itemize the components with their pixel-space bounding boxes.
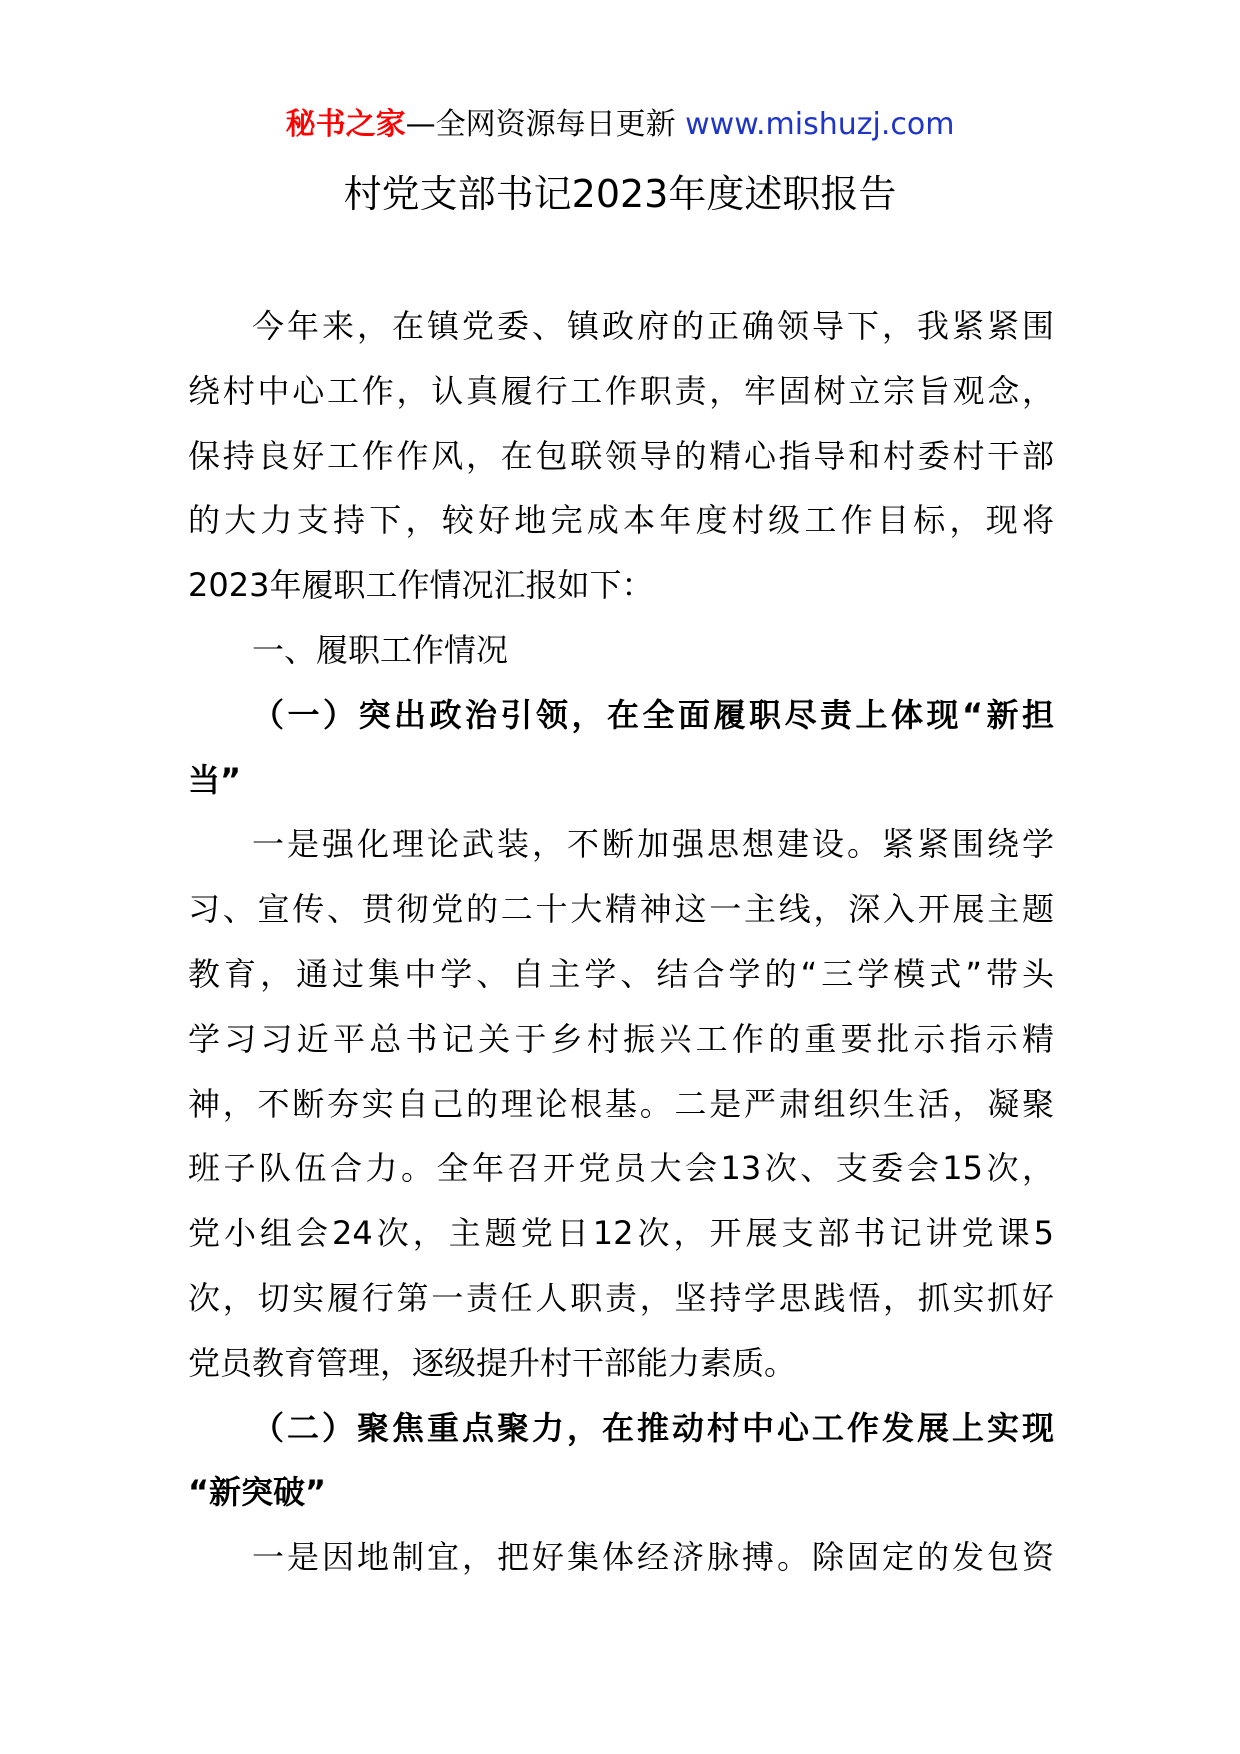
site-url[interactable]: www.mishuzj.com (685, 107, 955, 142)
paragraph-line: 绕村中心工作，认真履行工作职责，牢固树立宗旨观念， (188, 371, 1054, 410)
paragraph-line: 的大力支持下，较好地完成本年度村级工作目标，现将 (188, 501, 1054, 540)
document-title: 村党支部书记2023年度述职报告 (343, 172, 897, 216)
paragraph-line: 班子队伍合力。全年召开党员大会13次、支委会15次， (188, 1149, 1054, 1188)
paragraph-line: 习、宣传、贯彻党的二十大精神这一主线，深入开展主题 (188, 890, 1054, 929)
paragraph-line: 次，切实履行第一责任人职责，坚持学思践悟，抓实抓好 (188, 1278, 1054, 1317)
site-tagline: —全网资源每日更新 (405, 107, 686, 142)
paragraph-line: 保持良好工作作风，在包联领导的精心指导和村委村干部 (188, 436, 1054, 475)
section-heading: 一、履职工作情况 (252, 630, 509, 669)
document-body (188, 294, 1054, 1590)
paragraph-line: 2023年履职工作情况汇报如下： (188, 566, 654, 605)
paragraph-line: 一是强化理论武装，不断加强思想建设。紧紧围绕学 (252, 825, 1054, 864)
paragraph-line: 一是因地制宜，把好集体经济脉搏。除固定的发包资 (252, 1538, 1054, 1577)
paragraph-line: 教育，通过集中学、自主学、结合学的“三学模式”带头 (188, 954, 1054, 993)
paragraph-line: 学习习近平总书记关于乡村振兴工作的重要批示指示精 (188, 1019, 1054, 1058)
site-header (0, 103, 1240, 147)
subsection-heading: （一）突出政治引领，在全面履职尽责上体现“新担 (252, 695, 1054, 734)
paragraph-line: 神，不断夯实自己的理论根基。二是严肃组织生活，凝聚 (188, 1084, 1054, 1123)
subsection-heading: “新突破” (188, 1473, 327, 1512)
site-brand: 秘书之家 (285, 107, 406, 142)
paragraph-line: 党员教育管理，逐级提升村干部能力素质。 (188, 1343, 797, 1382)
paragraph-line: 党小组会24次，主题党日12次，开展支部书记讲党课5 (188, 1214, 1054, 1253)
paragraph-line: 今年来，在镇党委、镇政府的正确领导下，我紧紧围 (252, 307, 1054, 345)
subsection-heading: 当” (188, 760, 242, 799)
subsection-heading: （二）聚焦重点聚力，在推动村中心工作发展上实现 (252, 1408, 1054, 1447)
